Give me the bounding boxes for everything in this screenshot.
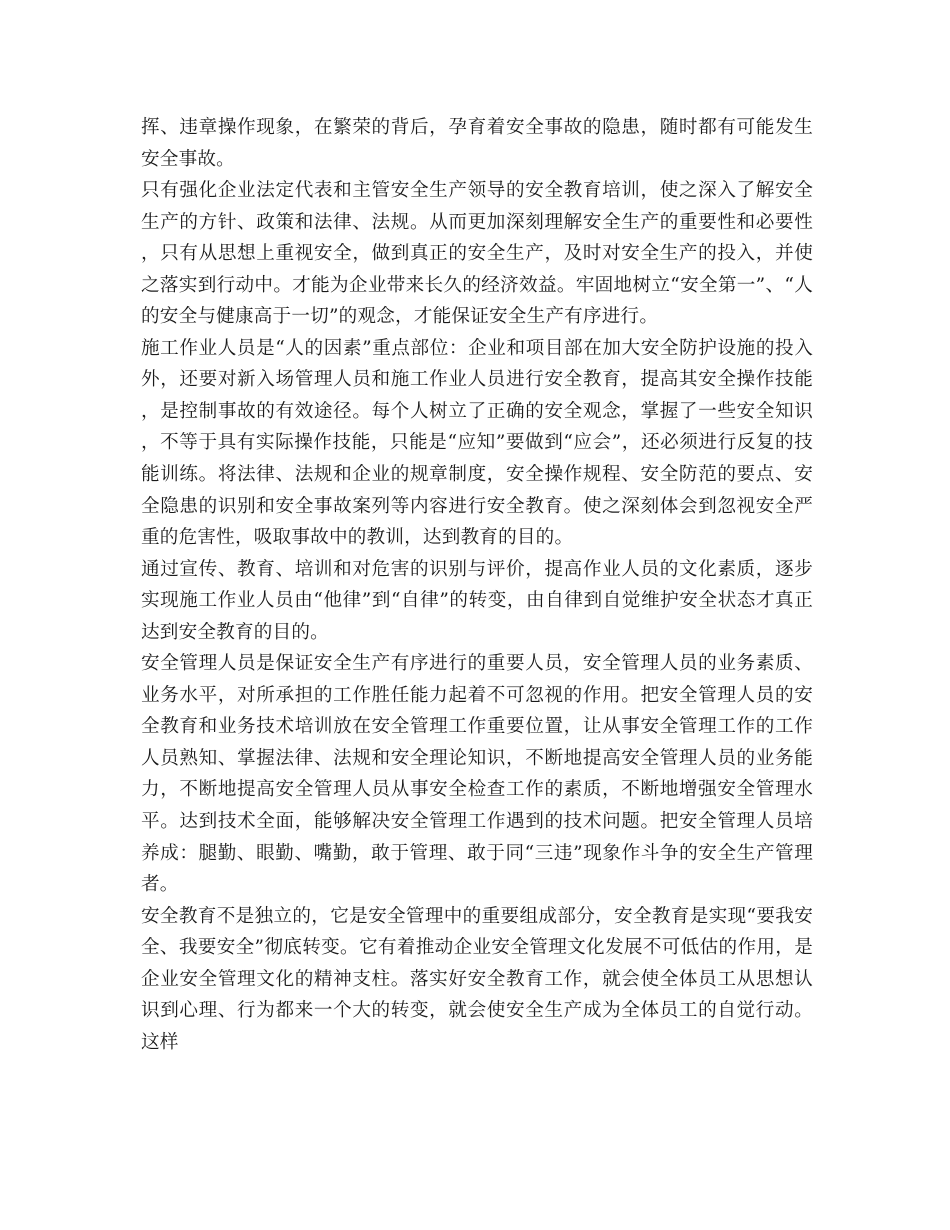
paragraph-1: 挥、违章操作现象，在繁荣的背后，孕育着安全事故的隐患，随时都有可能发生安全事故。 bbox=[141, 117, 813, 170]
document-body bbox=[141, 112, 813, 1058]
paragraph-3: 施工作业人员是“人的因素”重点部位：企业和项目部在加大安全防护设施的投入外，还要对新入场管理人员和施工作业人员进行安全教育，提高其安全操作技能，是控制事故的有效途径。每个人树立了正确的安全观念，掌握了一些安全知识，不等于具有实际操作技能，只能是“应知”要做到“应会”，还必须进行反复的技能训练。将法律、法规和企业的规章制度，安全操作规程、安全防范的要点、安全隐患的识别和安全事故案列等内容进行安全教育。使之深刻体会到忽视安全严重的危害性，吸取事故中的教训，达到教育的目的。 bbox=[141, 337, 813, 549]
paragraph-4: 通过宣传、教育、培训和对危害的识别与评价，提高作业人员的文化素质，逐步实现施工作业人员由“他律”到“自律”的转变，由自律到自觉维护安全状态才真正达到安全教育的目的。 bbox=[141, 558, 813, 643]
paragraph-6: 安全教育不是独立的，它是安全管理中的重要组成部分，安全教育是实现“要我安全、我要安全”彻底转变。它有着推动企业安全管理文化发展不可低估的作用，是企业安全管理文化的精神支柱。落实好安全教育工作，就会使全体员工从思想认识到心理、行为都来一个大的转变，就会使安全生产成为全体员工的自觉行动。这样 bbox=[141, 905, 813, 1053]
paragraph-2: 只有强化企业法定代表和主管安全生产领导的安全教育培训，使之深入了解安全生产的方针、政策和法律、法规。从而更加深刻理解安全生产的重要性和必要性，只有从思想上重视安全，做到真正的安全生产，及时对安全生产的投入，并使之落实到行动中。才能为企业带来长久的经济效益。牢固地树立“安全第一”、“人的安全与健康高于一切”的观念，才能保证安全生产有序进行。 bbox=[141, 180, 813, 328]
paragraph-5: 安全管理人员是保证安全生产有序进行的重要人员，安全管理人员的业务素质、业务水平，对所承担的工作胜任能力起着不可忽视的作用。把安全管理人员的安全教育和业务技术培训放在安全管理工作重要位置，让从事安全管理工作的工作人员熟知、掌握法律、法规和安全理论知识，不断地提高安全管理人员的业务能力，不断地提高安全管理人员从事安全检查工作的素质，不断地增强安全管理水平。达到技术全面，能够解决安全管理工作遇到的技术问题。把安全管理人员培养成：腿勤、眼勤、嘴勤，敢于管理、敢于同“三违”现象作斗争的安全生产管理者。 bbox=[141, 653, 813, 896]
